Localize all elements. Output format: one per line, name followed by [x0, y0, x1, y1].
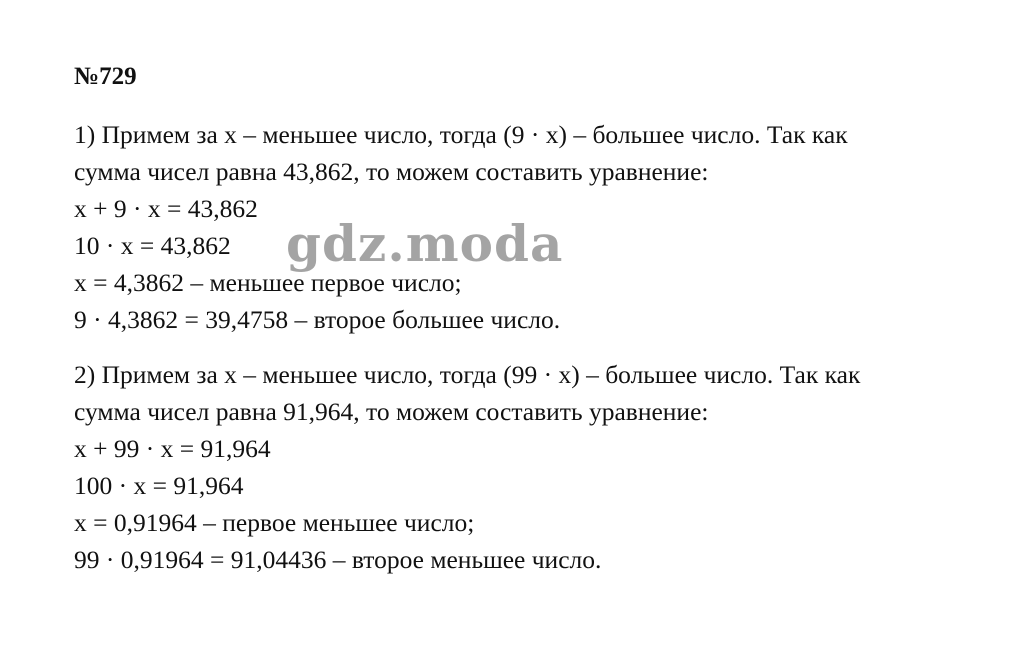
part2-line-4: 100 · x = 91,964	[74, 471, 244, 500]
solution-part-2	[74, 356, 860, 578]
part2-line-5: x = 0,91964 – первое меньшее число;	[74, 508, 475, 537]
part1-line-2: сумма чисел равна 43,862, то можем составить уравнение:	[74, 157, 709, 186]
part1-line-3: x + 9 · x = 43,862	[74, 194, 258, 223]
part2-line-6: 99 · 0,91964 = 91,04436 – второе меньшее число.	[74, 545, 602, 574]
part1-line-4: 10 · x = 43,862	[74, 231, 231, 260]
part2-line-3: x + 99 · x = 91,964	[74, 434, 271, 463]
part2-line-1: 2) Примем за x – меньшее число, тогда (99 · x) – большее число. Так как	[74, 360, 861, 389]
watermark-logo: gdz.moda	[286, 214, 564, 273]
part2-line-2: сумма чисел равна 91,964, то можем составить уравнение:	[74, 397, 709, 426]
part1-line-5: x = 4,3862 – меньшее первое число;	[74, 268, 462, 297]
problem-number: №729	[74, 63, 137, 90]
part1-line-1: 1) Примем за x – меньшее число, тогда (9 · x) – большее число. Так как	[74, 120, 848, 149]
solution-part-1	[74, 116, 848, 338]
part1-line-6: 9 · 4,3862 = 39,4758 – второе большее число.	[74, 305, 561, 334]
